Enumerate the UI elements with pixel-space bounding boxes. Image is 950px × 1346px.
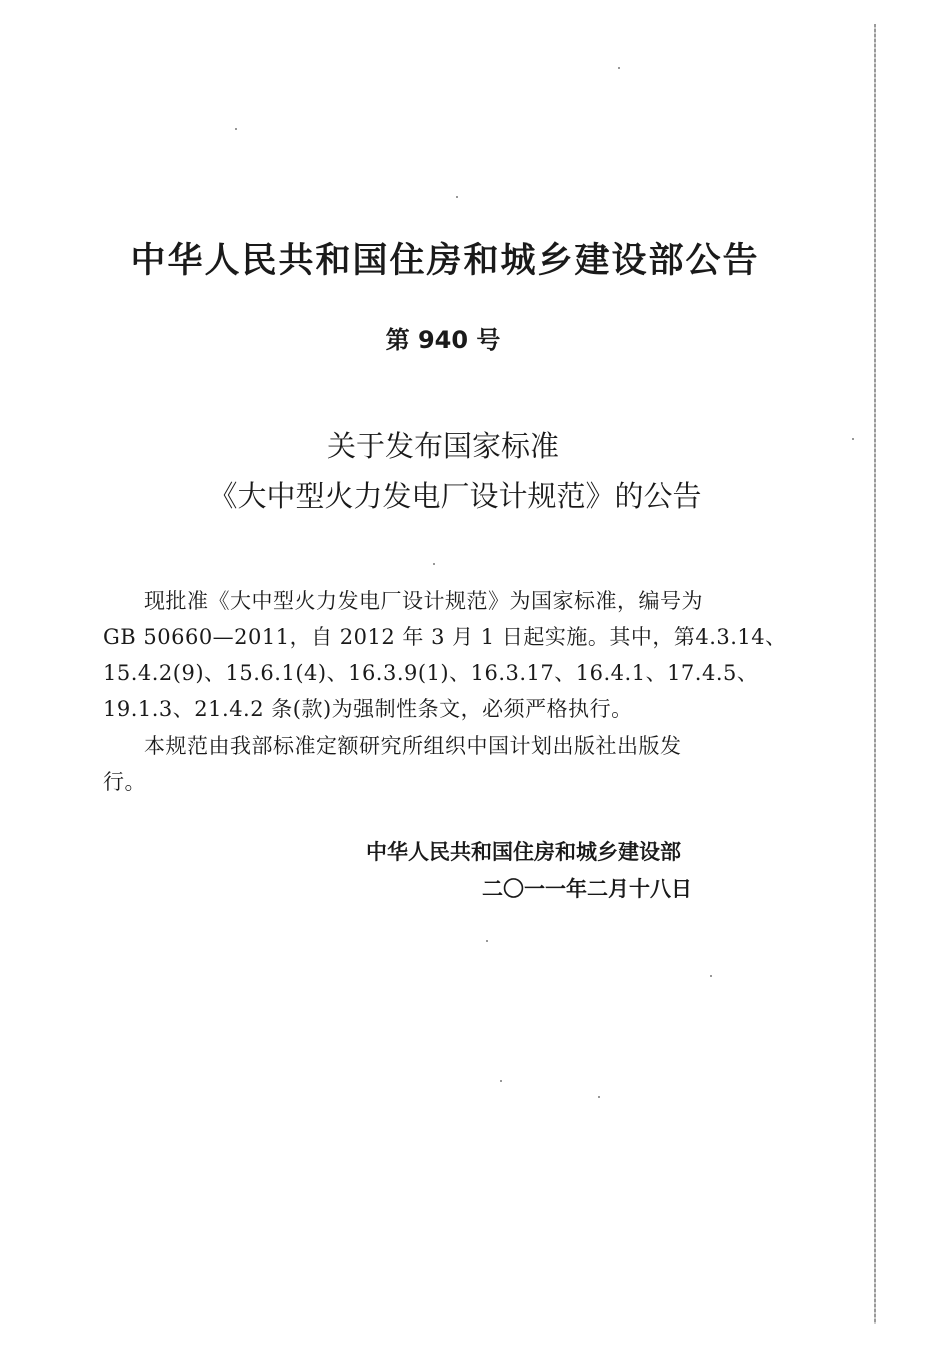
scan-speck xyxy=(456,196,458,198)
scan-speck xyxy=(433,563,435,565)
body-line-3: 15.4.2(9)、15.6.1(4)、16.3.9(1)、16.3.17、16.4.1、17.4.5、 xyxy=(103,661,759,685)
issue-date: 二〇一一年二月十八日 xyxy=(482,877,692,901)
announcement-number: 第 940 号 xyxy=(385,326,501,354)
scan-speck xyxy=(598,1096,600,1098)
body-line-2: GB 50660—2011，自 2012 年 3 月 1 日起实施。其中，第4.3.14、 xyxy=(103,625,787,649)
announcement-subtitle-line2: 《大中型火力发电厂设计规范》的公告 xyxy=(208,479,702,513)
scan-speck xyxy=(500,1080,502,1082)
scan-speck xyxy=(618,67,620,69)
announcement-subtitle-line1: 关于发布国家标准 xyxy=(326,429,559,463)
scan-speck xyxy=(710,975,712,977)
body-line-6: 行。 xyxy=(103,770,146,794)
body-line-1: 现批准《大中型火力发电厂设计规范》为国家标准，编号为 xyxy=(144,589,703,613)
body-line-4: 19.1.3、21.4.2 条(款)为强制性条文，必须严格执行。 xyxy=(103,697,633,721)
body-line-5: 本规范由我部标准定额研究所组织中国计划出版社出版发 xyxy=(144,734,682,758)
scan-speck xyxy=(486,940,488,942)
scan-speck xyxy=(852,438,854,440)
scan-speck xyxy=(235,128,237,130)
page-edge-shadow xyxy=(874,24,876,1324)
announcement-title: 中华人民共和国住房和城乡建设部公告 xyxy=(130,241,760,281)
issuer-signature: 中华人民共和国住房和城乡建设部 xyxy=(366,840,681,864)
